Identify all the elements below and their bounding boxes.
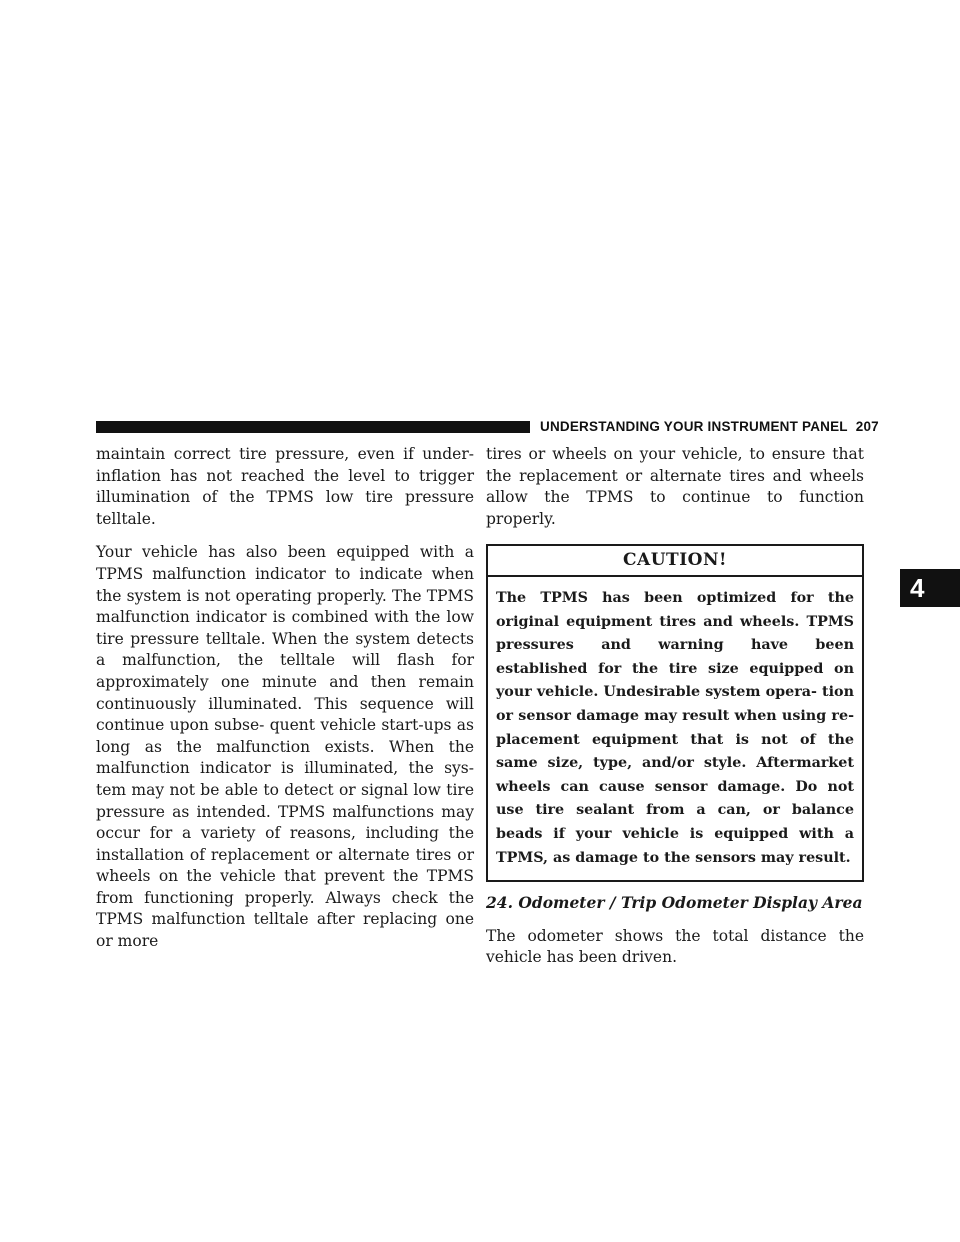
section-subheading: 24. Odometer / Trip Odometer Display Area xyxy=(486,893,863,913)
right-column xyxy=(486,444,864,981)
paragraph: The odometer shows the total distance the vehicle has been driven. xyxy=(486,926,864,967)
caution-body: The TPMS has been optimized for the original equipment tires and wheels. TPMS pressures and warning have been established for the tire size equipped on your vehicle. Undesirable system opera- tion or sensor damage may result when using re- placement equipment that is not of the same size, type, and/or style. Aftermarket wheels can cause sensor damage. Do not use tire sealant from a can, or balance beads if your vehicle is equipped with a TPMS, as damage to the sensors may result. xyxy=(496,589,854,866)
running-header xyxy=(540,419,879,434)
left-column xyxy=(96,444,474,965)
caution-title: CAUTION! xyxy=(488,546,862,577)
caution-box xyxy=(486,544,864,882)
chapter-tab: 4 xyxy=(900,569,960,607)
page-number: 207 xyxy=(855,419,879,434)
section-title: UNDERSTANDING YOUR INSTRUMENT PANEL xyxy=(540,419,848,434)
header-rule xyxy=(96,421,530,433)
paragraph: Your vehicle has also been equipped with a TPMS malfunction indicator to indicate when the system is not operating properly. The TPMS malfunction indicator is combined with the low tire pressure telltale. When the system detects a malfunction, the telltale will flash for approximately one minute and then remain continuously illuminated. This sequence will continue upon subse- quent vehicle start-ups as long as the malfunction exists. When the malfunction indicator is illuminated, the sys- tem may not be able to detect or signal low tire pressure as intended. TPMS malfunctions may occur for a variety of reasons, including the installation of replacement or alternate tires or wheels on the vehicle that prevent the TPMS from functioning properly. Always check the TPMS malfunction telltale after replacing one or more xyxy=(96,543,474,951)
paragraph: maintain correct tire pressure, even if under-inflation has not reached the level to trigger illumination of the TPMS low tire pressure telltale. xyxy=(96,445,474,528)
paragraph: tires or wheels on your vehicle, to ensure that the replacement or alternate tires and wheels allow the TPMS to continue to function properly. xyxy=(486,445,864,528)
